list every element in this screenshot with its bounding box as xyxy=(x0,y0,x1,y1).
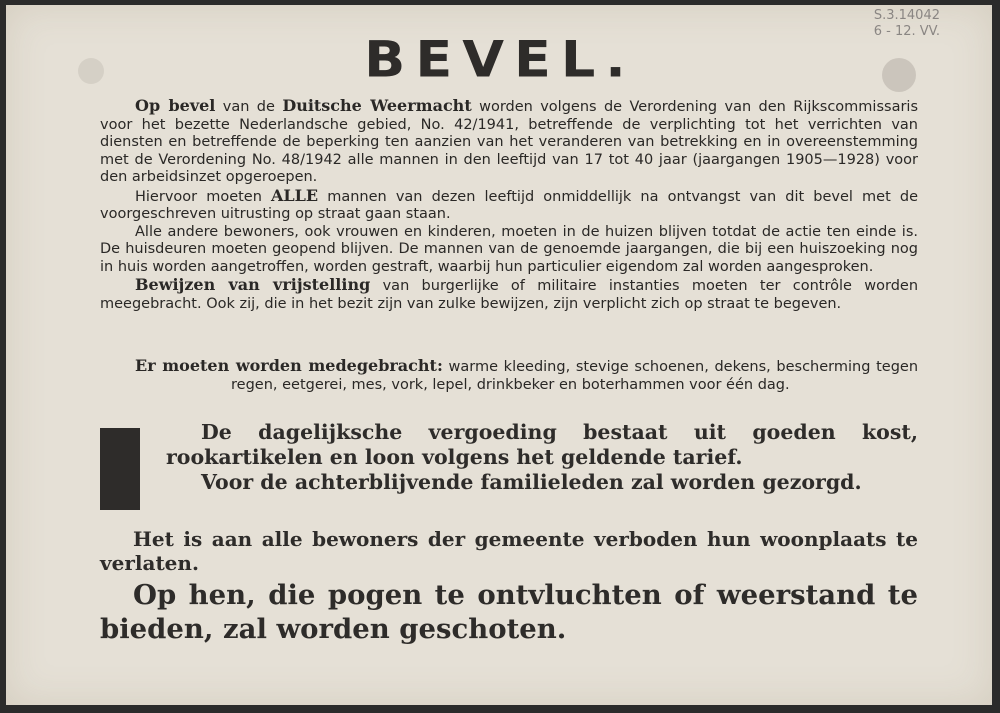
archive-date: 6 - 12. VV. xyxy=(873,24,940,39)
text: warme kleeding, stevige schoenen, dekens, bescherming tegen regen, eetgerei, mes, vork, lepel, drinkbeker en boterhammen voor één dag. xyxy=(231,359,919,393)
poster-title: BEVEL. xyxy=(364,30,636,89)
paragraph-prohibition xyxy=(100,527,918,575)
bold-lead: Op bevel xyxy=(135,96,216,115)
bold-exemption: Bewijzen van vrijstelling xyxy=(135,275,371,294)
warning-text: Op hen, die pogen te ontvluchten of weerstand te bieden, zal worden geschoten. xyxy=(100,579,918,645)
archive-number: S.3.14042 xyxy=(873,8,940,23)
bold-bring-lead: Er moeten worden medegebracht: xyxy=(135,356,443,375)
compensation-text: De dagelijksche vergoeding bestaat uit goeden kost, rookartikelen en loon volgens het geldende tarief. xyxy=(166,420,918,469)
text: worden volgens de Verordening van den Rijkscommissaris voor het bezette Nederlandsche gebied, No. 42/1941, betreffende de verplichting tot het verrichten van diensten en betreffende de beperking ten aanzien van het veranderen van betrekking en in overeenstemming met de Verordening No. 48/1942 alle mannen in den leeftijd van 17 tot 40 jaar (jaargangen 1905—1928) voor den arbeidsinzet opgeroepen. xyxy=(100,99,918,185)
text: van de xyxy=(215,99,283,115)
prohibition-text: Het is aan alle bewoners der gemeente verboden hun woonplaats te verlaten. xyxy=(100,527,918,575)
bold-authority: Duitsche Weermacht xyxy=(282,96,472,115)
paragraph-warning xyxy=(100,578,918,646)
black-bar xyxy=(100,428,140,510)
paragraph-residents: Alle andere bewoners, ook vrouwen en kinderen, moeten in de huizen blijven totdat de actie ten einde is. De huisdeuren moeten geopend blijven. De mannen van de genoemde jaargangen, die bij een huiszoeking nog in huis worden aangetroffen, worden gestraft, waarbij hun particulier eigendom zal worden aangesproken. xyxy=(100,223,918,275)
text: Hiervoor moeten xyxy=(135,188,272,205)
paragraph-order xyxy=(100,97,918,313)
family-text: Voor de achterblijvende familieleden zal worden gezorgd. xyxy=(201,470,862,494)
text: mannen van dezen leeftijd onmiddellijk na ontvangst van dit bevel met de voorgeschreven uitrusting op straat gaan staan. xyxy=(100,188,919,222)
paragraph-bring xyxy=(135,357,918,394)
text: van burgerlijke of militaire instanties moeten ter contrôle worden meegebracht. Ook zij, die in het bezit zijn van zulke bewijzen, zijn verplicht zich op straat te begeven. xyxy=(100,278,919,312)
bold-all: ALLE xyxy=(271,185,319,205)
paragraph-compensation xyxy=(166,420,918,495)
